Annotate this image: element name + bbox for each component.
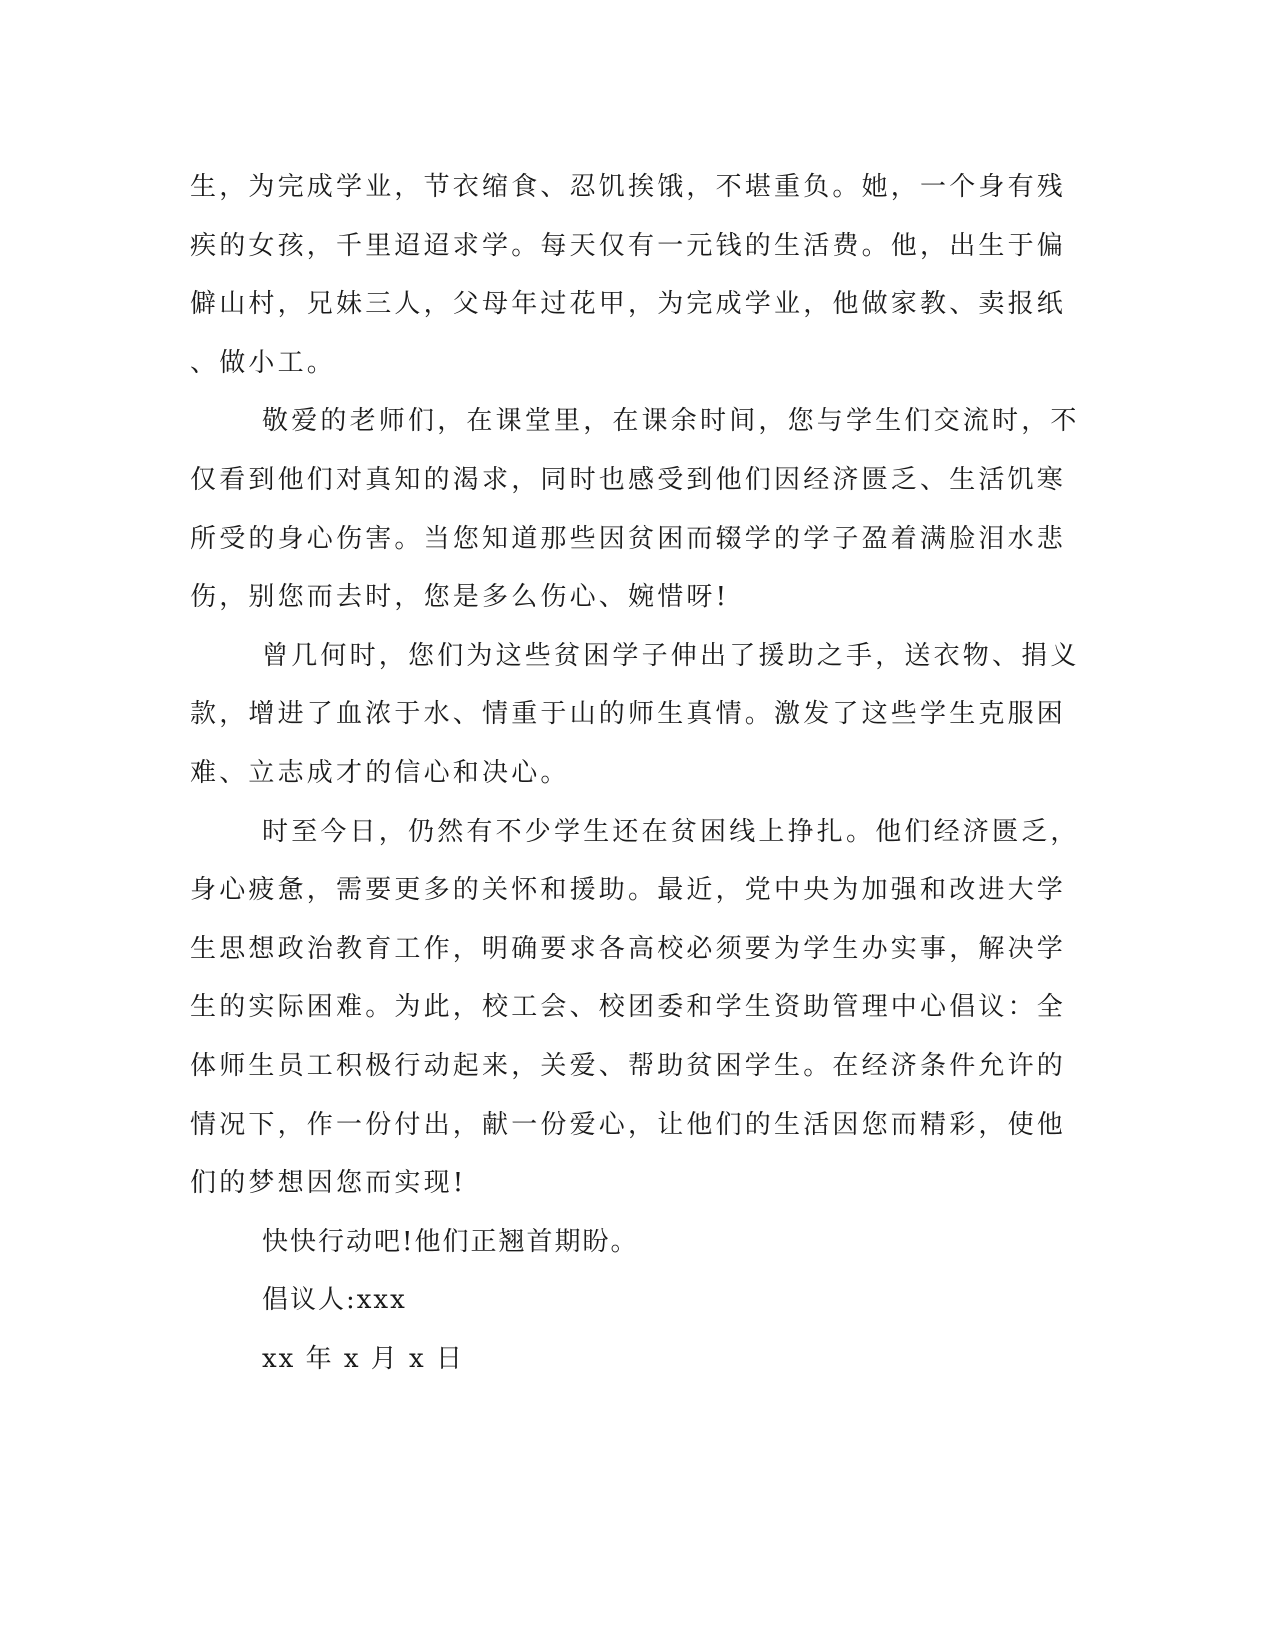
text-line: 身心疲惫，需要更多的关怀和援助。最近，党中央为加强和改进大学: [190, 875, 1067, 906]
text-line: 们的梦想因您而实现!: [190, 1168, 467, 1199]
text-line: 情况下，作一份付出，献一份爱心，让他们的生活因您而精彩，使他: [190, 1109, 1067, 1140]
text-line: 伤，别您而去时，您是多么伤心、婉惜呀!: [190, 582, 730, 613]
text-line: 疾的女孩，千里迢迢求学。每天仅有一元钱的生活费。他，出生于偏: [190, 230, 1067, 261]
text-line: 敬爱的老师们，在课堂里，在课余时间，您与学生们交流时，不: [262, 406, 1080, 437]
text-line: 曾几何时，您们为这些贫困学子伸出了援助之手，送衣物、捐义: [262, 640, 1080, 671]
document-date: xx 年 x 月 x 日: [262, 1343, 464, 1374]
text-line: 生思想政治教育工作，明确要求各高校必须要为学生办实事，解决学: [190, 933, 1067, 964]
text-line: 僻山村，兄妹三人，父母年过花甲，为完成学业，他做家教、卖报纸: [190, 289, 1067, 320]
paragraph-past-help: [190, 627, 1080, 803]
text-line: 难、立志成才的信心和决心。: [190, 757, 570, 788]
paragraph-dear-teachers: [190, 392, 1080, 626]
text-line: 体师生员工积极行动起来，关爱、帮助贫困学生。在经济条件允许的: [190, 1050, 1067, 1081]
text-line: 生，为完成学业，节衣缩食、忍饥挨饿，不堪重负。她，一个身有残: [190, 172, 1067, 202]
text-line: 时至今日，仍然有不少学生还在贫困线上挣扎。他们经济匮乏，: [262, 816, 1080, 847]
paragraph-call-to-action: [190, 803, 1080, 1213]
text-line: 所受的身心伤害。当您知道那些因贫困而辍学的学子盈着满脸泪水悲: [190, 523, 1067, 554]
text-line: 生的实际困难。为此，校工会、校团委和学生资助管理中心倡议：全: [190, 992, 1067, 1023]
text-line: 仅看到他们对真知的渴求，同时也感受到他们因经济匮乏、生活饥寒: [190, 464, 1067, 495]
text-line: 、做小工。: [190, 347, 337, 378]
text-line: 款，增进了血浓于水、情重于山的师生真情。激发了这些学生克服困: [190, 699, 1067, 730]
paragraph-student-hardship: [190, 158, 1080, 392]
document-body: [190, 158, 1080, 1388]
proposer-signature: 倡议人:xxx: [262, 1285, 407, 1316]
closing-line: 快快行动吧!他们正翘首期盼。: [262, 1226, 639, 1257]
